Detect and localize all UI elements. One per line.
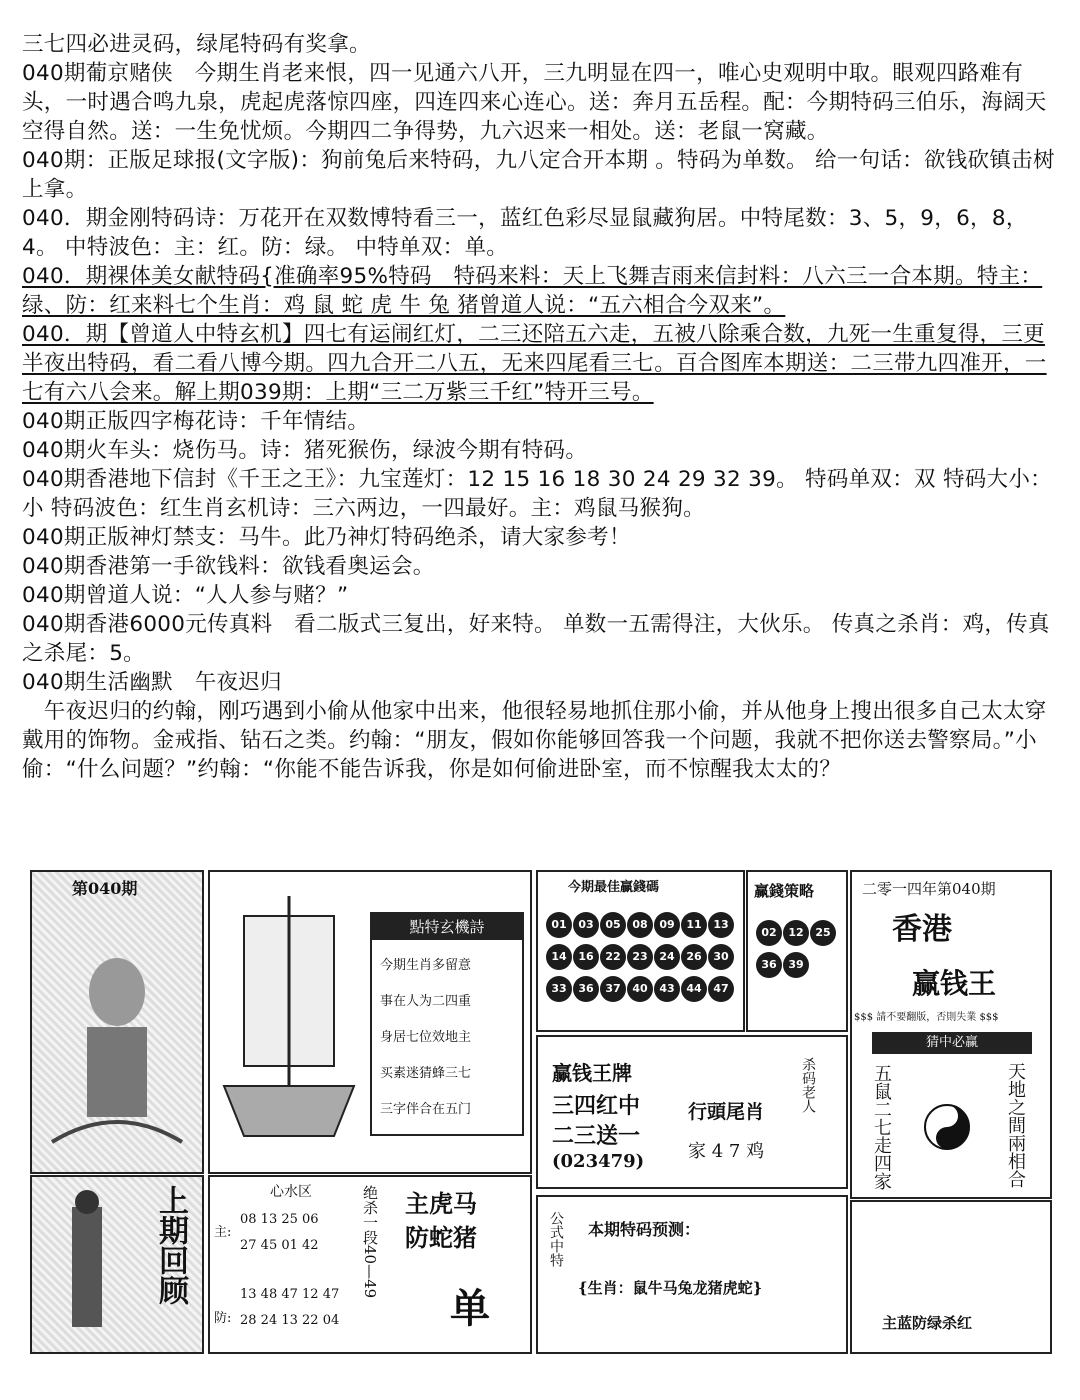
must-win-bar: 猜中必赢 (872, 1032, 1032, 1054)
strategy-ball: 39 (783, 952, 809, 978)
xinshui-panel (208, 1175, 532, 1354)
underlined-line: 040．期裸体美女献特码{准确率95%特码 特码来料：天上飞舞吉雨来信封料：八六三一合本期。特主：绿、防：红来料七个生肖：鸡 鼠 蛇 虎 牛 兔 猪曾道人说：“五六相合今双来”。 (22, 264, 1043, 318)
xuanji-line: 买素迷猜蜂三七 (380, 1066, 472, 1081)
strategy-ball: 36 (756, 952, 782, 978)
formula-label: 公式中特 (548, 1211, 564, 1267)
text-line: 040期正版四字梅花诗：千年情结。 (22, 409, 370, 434)
text-line: 三七四必进灵码，绿尾特码有奖拿。 (22, 32, 371, 57)
number-ball: 11 (681, 912, 707, 938)
dan-badge: 单 (450, 1285, 490, 1332)
main-numbers: 08 13 25 06 27 45 01 42 (240, 1212, 319, 1253)
lottery-image-grid (30, 870, 1050, 1360)
king-line1: 三四红中 (552, 1093, 641, 1119)
number-ball: 33 (546, 976, 572, 1002)
main-label: 主: (214, 1225, 232, 1240)
king-line2: 二三送一 (552, 1123, 641, 1149)
number-ball: 43 (654, 976, 680, 1002)
article-text (22, 30, 1062, 784)
killer-label: 杀码老人 (800, 1057, 816, 1113)
bottom-right-panel (850, 1200, 1052, 1354)
text-line: 040期火车头：烧伤马。诗：猪死猴伤，绿波今期有特码。 (22, 438, 588, 463)
text-line: 040期正版神灯禁支：马牛。此乃神灯特码绝杀，请大家参考！ (22, 525, 631, 550)
text-line: 040．期金刚特码诗：万花开在双数博特看三一，蓝红色彩尽显鼠藏狗居。中特尾数：3、5，9，6，8，4。 中特波色：主：红。防：绿。 中特单双：单。 (22, 206, 1028, 260)
number-ball: 22 (600, 944, 626, 970)
number-ball: 05 (600, 912, 626, 938)
issue-label: 第040期 (72, 879, 138, 898)
xuanji-line: 事在人为二四重 (380, 994, 472, 1009)
year-issue: 二零一四年第040期 (862, 880, 996, 898)
number-ball: 13 (708, 912, 734, 938)
defense-numbers: 13 48 47 12 47 28 24 13 22 04 (240, 1287, 340, 1328)
number-ball: 09 (654, 912, 680, 938)
number-ball: 40 (627, 976, 653, 1002)
warning-text: $$$ 請不要翻版，否則失業 $$$ (854, 1012, 999, 1023)
scholar-illustration (32, 1177, 142, 1347)
number-ball: 30 (708, 944, 734, 970)
sailboat-icon (214, 876, 364, 1166)
treasure-map-panel (30, 870, 204, 1174)
yin-yang-icon (922, 1102, 972, 1152)
text-line: 040期曾道人说：“人人参与赌？” (22, 583, 349, 608)
vertical-left-verse: 五鼠二七走四家 (871, 1064, 892, 1190)
xuanji-line: 身居七位效地主 (380, 1030, 472, 1045)
text-line: 午夜迟归的约翰，刚巧遇到小偷从他家中出来，他很轻易地抓住那小偷，并从他身上搜出很多自己太太穿戴用的饰物。金戒指、钻石之类。约翰：“朋友，假如你能够回答我一个问题，我就不把你送去警察局。”小偷：“什么问题？”约翰：“你能不能告诉我，你是如何偷进卧室，而不惊醒我太太的？ (22, 699, 1047, 782)
best-numbers-panel (536, 870, 745, 1032)
prediction-panel (536, 1195, 848, 1354)
text-line: 040期葡京赌侠 今期生肖老来恨，四一见通六八开，三九明显在四一，唯心史观明中取。眼观四路难有头，一时遇合鸣九泉，虎起虎落惊四座，四连四来心连心。送：奔月五岳程。配：今期特码三伯乐，海阔天空得自然。送：一生免忧烦。今期四二争得势，九六迟来一相处。送：老鼠一窝藏。 (22, 61, 1047, 144)
number-ball: 47 (708, 976, 734, 1002)
xuanji-line: 三字伴合在五门 (380, 1102, 472, 1117)
zodiac-picks: 主虎马 防蛇猪 (405, 1189, 477, 1252)
winner-title: 赢钱王 (912, 967, 997, 1000)
strategy-ball: 25 (810, 920, 836, 946)
xuanji-lines (380, 948, 471, 1128)
number-ball: 36 (573, 976, 599, 1002)
number-ball: 08 (627, 912, 653, 938)
defense-label: 防: (214, 1311, 232, 1326)
xuanji-box (370, 912, 524, 1136)
number-ball: 14 (546, 944, 572, 970)
king-title: 赢钱王牌 (552, 1061, 632, 1085)
jue-sha-text: 绝杀一段40—49 (361, 1185, 379, 1299)
number-ball: 16 (573, 944, 599, 970)
king-code: (023479) (552, 1151, 645, 1172)
number-ball: 24 (654, 944, 680, 970)
best-title: 今期最佳贏錢碼 (568, 880, 660, 895)
tail-value: 家 4 7 鸡 (688, 1141, 765, 1162)
text-line: 040期生活幽默 午夜迟归 (22, 670, 282, 695)
strategy-panel (746, 870, 848, 1032)
xuanji-line: 今期生肖多留意 (380, 958, 472, 973)
text-line: 040期香港第一手欲钱料：欲钱看奥运会。 (22, 554, 435, 579)
ball-grid (546, 912, 741, 1022)
number-ball: 44 (681, 976, 707, 1002)
tail-title: 行頭尾肖 (688, 1101, 765, 1123)
number-ball: 03 (573, 912, 599, 938)
strategy-ball: 12 (783, 920, 809, 946)
xuanji-title: 點特玄機詩 (372, 914, 522, 940)
boat-poem-panel (208, 870, 532, 1174)
number-ball: 37 (600, 976, 626, 1002)
xinshui-title: 心水区 (270, 1184, 312, 1200)
text-line: 040期香港地下信封《千王之王》：九宝莲灯：12 15 16 18 30 24 29 32 39。 特码单双：双 特码大小：小 特码波色：红生肖玄机诗：三六两边，一四最好。主：鸡鼠马猴狗。 (22, 467, 1052, 521)
text-line: 040期：正版足球报(文字版)：狗前兔后来特码，九八定合开本期 。特码为单数。 给一句话：欲钱砍镇击树上拿。 (22, 148, 1055, 202)
old-man-illustration (32, 902, 202, 1172)
number-ball: 23 (627, 944, 653, 970)
hk-title: 香港 (892, 912, 952, 947)
predict-title: 本期特码预测： (588, 1220, 701, 1239)
strategy-balls (756, 920, 841, 1020)
last-review-panel (30, 1175, 204, 1354)
strategy-ball: 02 (756, 920, 782, 946)
number-ball: 26 (681, 944, 707, 970)
predict-value: {生肖：鼠牛马兔龙猪虎蛇} (578, 1279, 763, 1297)
vertical-right-verse: 天地之間兩相合 (1005, 1062, 1026, 1188)
bottom-right-text: 主蓝防绿杀红 (882, 1314, 973, 1332)
number-ball: 01 (546, 912, 572, 938)
text-line: 040期香港6000元传真料 看二版式三复出，好来特。 单数一五需得注，大伙乐。 传真之杀肖：鸡，传真之杀尾：5。 (22, 612, 1050, 666)
king-card-panel (536, 1035, 848, 1189)
strategy-title: 赢錢策略 (754, 882, 815, 900)
last-review-caption: 上期回顾 (153, 1185, 188, 1305)
underlined-line: 040．期【曾道人中特玄机】四七有运闹红灯，二三还陪五六走，五被八除乘合数，九死一生重复得，三更半夜出特码，看二看八博今期。四九合开二八五，无来四尾看三七。百合图库本期送：二三带九四准开，一七有六八会来。解上期039期：上期“三二万紫三千红”特开三号。 (22, 322, 1047, 405)
hk-winner-panel (850, 870, 1052, 1199)
